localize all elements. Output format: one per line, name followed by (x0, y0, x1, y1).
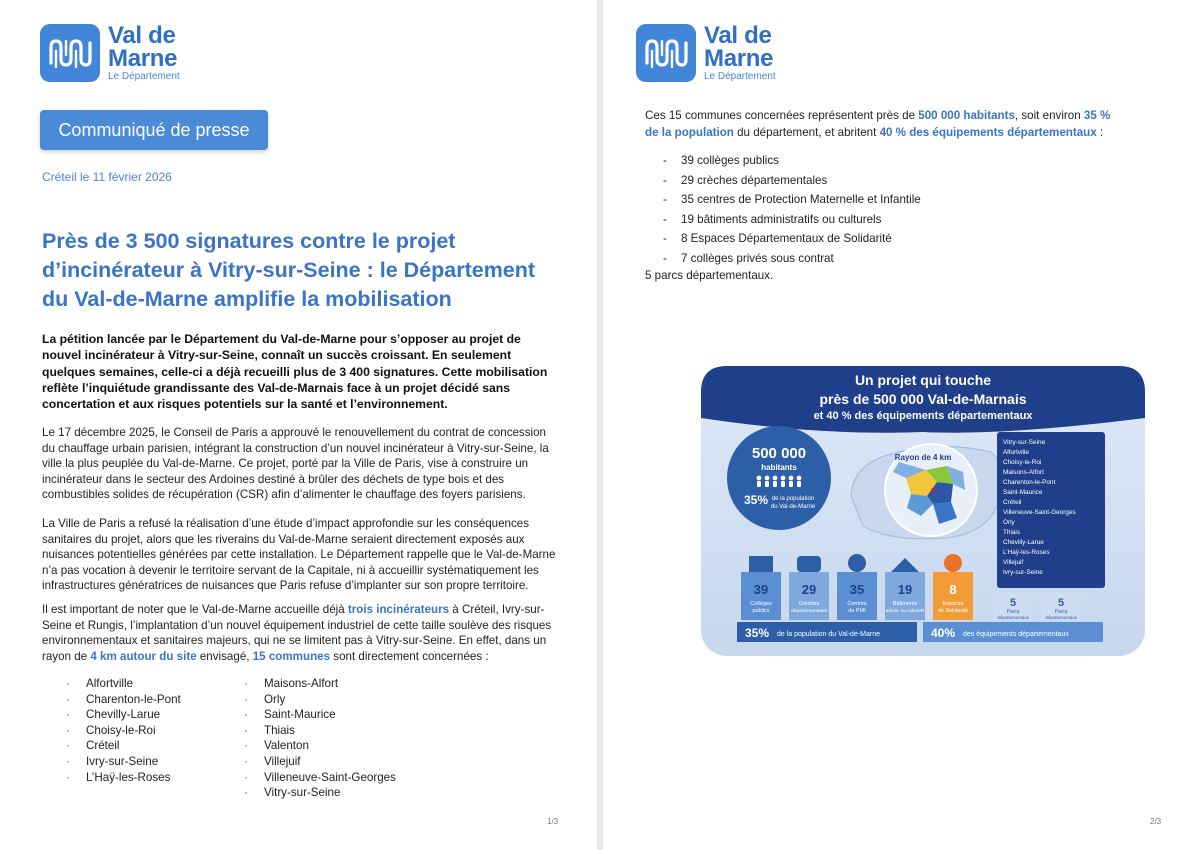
communes-list-col1 (66, 676, 181, 785)
band-left-text: de la population du Val-de-Marne (777, 631, 880, 638)
intro-text-2: , soit environ (1014, 109, 1084, 122)
logo-name-line2: Marne (108, 45, 178, 72)
page2-intro (645, 107, 1125, 141)
intro-text-1: Ces 15 communes concernées représentent près de (645, 109, 919, 122)
stat-label: admin. ou culturels (885, 608, 925, 613)
panel-commune: Thiais (1003, 529, 1021, 536)
intro-highlight-inhabitants: 500 000 habitants (918, 109, 1015, 122)
logo-name-line1: Val de (704, 22, 772, 49)
stat-label: de Solidarité (937, 608, 969, 614)
stat-box-parks-2 (1041, 592, 1081, 620)
list-item: · Ivry-sur-Seine (66, 754, 181, 770)
logo-subtitle: Le Département (108, 71, 180, 82)
panel-commune: Ivry-sur-Seine (1003, 569, 1043, 576)
stat-label: Bâtiments (892, 601, 918, 607)
inhabitants-label: habitants (761, 463, 797, 472)
stat-value: 39 (753, 582, 769, 597)
infographic (701, 366, 1145, 656)
stat-label: Centres (847, 601, 867, 607)
lead-paragraph: La pétition lancée par le Département du Val-de-Marne pour s’opposer au projet de nouvel incinérateur à Vitry-sur-Seine, connaît un succès croissant. En seulement quelques semaines, celle-ci a déjà recueilli plus de 3 400 signatures. Cette mobilisation reflète l’inquiétude grandissante des Val-de-Marnais face à un projet décidé sans concertation et aux risques potentiels sur la santé et l’environnement. (42, 332, 548, 412)
page-number: 1/3 (547, 817, 559, 826)
band-right-text: des équipements départementaux (963, 631, 1069, 638)
list-item: · Villeneuve-Saint-Georges (244, 770, 396, 786)
teddy-bear-icon (797, 556, 821, 572)
list-item: · Vitry-sur-Seine (244, 785, 396, 801)
panel-commune: Orly (1003, 519, 1015, 526)
list-item: · Choisy-le-Roi (66, 723, 181, 739)
logo-name-line1: Val de (108, 22, 176, 49)
para3-highlight-radius: 4 km autour du site (90, 649, 197, 663)
population-percent: 35% (743, 493, 769, 507)
list-item: - 19 bâtiments administratifs ou culturels (663, 210, 921, 230)
panel-commune: Villeneuve-Saint-Georges (1003, 509, 1076, 516)
population-percent-label-2: du Val-de-Marne (770, 504, 816, 510)
stat-value: 8 (949, 582, 957, 597)
stat-label: Parcs (1006, 609, 1020, 615)
panel-commune: Saint-Maurice (1003, 489, 1043, 496)
stat-label: départementales (791, 609, 827, 614)
body-paragraph-3 (42, 602, 562, 664)
equipments-list (663, 151, 921, 268)
panel-commune: Choisy-le-Roi (1003, 459, 1042, 466)
list-item: - 8 Espaces Départementaux de Solidarité (663, 229, 921, 249)
infographic-subtitle-1: près de 500 000 Val-de-Marnais (819, 391, 1027, 407)
stat-label: Espaces (942, 601, 964, 607)
body-paragraph-2: La Ville de Paris a refusé la réalisation d’une étude d’impact approfondie sur les conséquences sanitaires du projet, alors que les riverains du Val-de-Marne seraient directement exposés aux nuisances potentielles générées par cette installation. Le Département rappelle que le Val-de-Marne n’a pas vocation à devenir le territoire servant de la Capitale, ni à accueillir systématiquement les infrastructures génératrices de nuisances que Paris refuse d’implanter sur son propre territoire. (42, 517, 556, 593)
val-de-marne-logo (40, 24, 180, 82)
logo-mark-icon (636, 24, 696, 82)
press-release-button[interactable]: Communiqué de presse (40, 110, 268, 150)
band-right-value: 40% (931, 626, 956, 640)
map-radius-label: Rayon de 4 km (894, 453, 952, 462)
stat-label: de PMI (848, 608, 866, 614)
intro-highlight-equipments: 40 % des équipements départementaux (879, 126, 1097, 139)
inhabitants-number: 500 000 (751, 445, 807, 462)
stat-value: 19 (897, 582, 913, 597)
list-item: · Chevilly-Larue (66, 707, 181, 723)
panel-commune: Vitry-sur-Seine (1003, 439, 1046, 446)
stat-value: 29 (801, 582, 817, 597)
para3-text-4: sont directement concernées : (330, 649, 489, 663)
stat-value: 35 (849, 582, 865, 597)
stat-label: publics (752, 608, 770, 614)
population-percent-label-1: de la population (771, 496, 815, 502)
list-item: - 7 collèges privés sous contrat (663, 249, 921, 269)
intro-highlight-population: 35 % de la population (645, 109, 1111, 139)
document-page-2 (603, 0, 1200, 850)
inhabitants-circle (727, 426, 831, 530)
list-item: · Orly (244, 692, 396, 708)
panel-commune: Alfortville (1003, 449, 1029, 456)
list-item: - 39 collèges publics (663, 151, 921, 171)
list-item: · Villejuif (244, 754, 396, 770)
panel-commune: Chevilly-Larue (1003, 539, 1044, 546)
list-item: · Maisons-Alfort (244, 676, 396, 692)
logo-mark-icon (40, 24, 100, 82)
list-item: · Alfortville (66, 676, 181, 692)
stat-label: Parcs (1054, 609, 1068, 615)
list-item: - 35 centres de Protection Maternelle et Infantile (663, 190, 921, 210)
stat-value: 5 (1009, 597, 1017, 609)
stat-box-parks (993, 592, 1033, 620)
list-item: · Thiais (244, 723, 396, 739)
list-item: - 29 crèches départementales (663, 171, 921, 191)
list-item: · Saint-Maurice (244, 707, 396, 723)
list-item: · L’Haÿ-les-Roses (66, 770, 181, 786)
hands-icon (944, 554, 962, 572)
communes-list-col2 (244, 676, 396, 801)
logo-name-line2: Marne (704, 45, 774, 72)
school-icon (749, 556, 773, 572)
infographic-subtitle-2: et 40 % des équipements départementaux (813, 410, 1033, 422)
stat-label: Collèges (750, 601, 772, 607)
panel-commune: Villejuif (1003, 559, 1024, 566)
stat-label: départementaux (997, 615, 1029, 620)
band-left-value: 35% (745, 626, 770, 640)
para3-text-1: Il est important de noter que le Val-de-Marne accueille déjà (42, 603, 348, 616)
intro-text-3: du département, et abritent (733, 126, 880, 139)
family-icon (848, 554, 866, 572)
release-date: Créteil le 11 février 2026 (42, 170, 172, 184)
stat-label: Crèches (798, 601, 820, 607)
headline: Près de 3 500 signatures contre le projet d’incinérateur à Vitry-sur-Seine : le Département du Val-de-Marne amplifie la mobilisation (42, 229, 536, 311)
list-item: · Créteil (66, 738, 181, 754)
panel-commune: Créteil (1003, 499, 1022, 506)
page-number: 2/3 (1150, 817, 1162, 826)
logo-subtitle: Le Département (704, 71, 776, 82)
para3-text-2: à Créteil, Ivry-sur-Seine et Rungis, l’implantation d’un nouvel équipement industriel de cette taille soulève des risques environnementaux et sanitaires majeurs, qui ne se limitent pas à Vitry-sur-Seine. En effet, dans un rayon de (42, 603, 552, 663)
para3-text-3: envisagé, (196, 649, 253, 663)
stat-value: 5 (1057, 597, 1065, 609)
stat-label: départementaux (1045, 615, 1077, 620)
list-item: · Valenton (244, 738, 396, 754)
panel-commune: Maisons-Alfort (1003, 469, 1044, 476)
para3-highlight-incinerators: trois incinérateurs (347, 603, 450, 616)
list-item: · Charenton-le-Pont (66, 692, 181, 708)
panel-commune: L’Haÿ-les-Roses (1003, 549, 1050, 556)
val-de-marne-logo (636, 24, 776, 82)
body-paragraph-1: Le 17 décembre 2025, le Conseil de Paris a approuvé le renouvellement du contrat de concession du chauffage urbain parisien, intégrant la construction d’un nouvel incinérateur à Vitry-sur-Seine, la ville la plus peuplée du Val-de-Marne. Ce projet, porté par la Ville de Paris, vise à construire un incinérateur dans le secteur des Ardoines destiné à brûler des déchets de type bois et des combustibles solides de récupération (CSR) afin d’alimenter le chauffage des foyers parisiens. (42, 426, 549, 502)
infographic-title: Un projet qui touche (854, 372, 992, 388)
intro-text-4: : (1096, 126, 1104, 139)
para3-highlight-communes: 15 communes (252, 649, 331, 663)
document-page-1 (0, 0, 597, 850)
parks-line: 5 parcs départementaux. (645, 269, 774, 282)
panel-commune: Charenton-le-Pont (1003, 479, 1056, 486)
